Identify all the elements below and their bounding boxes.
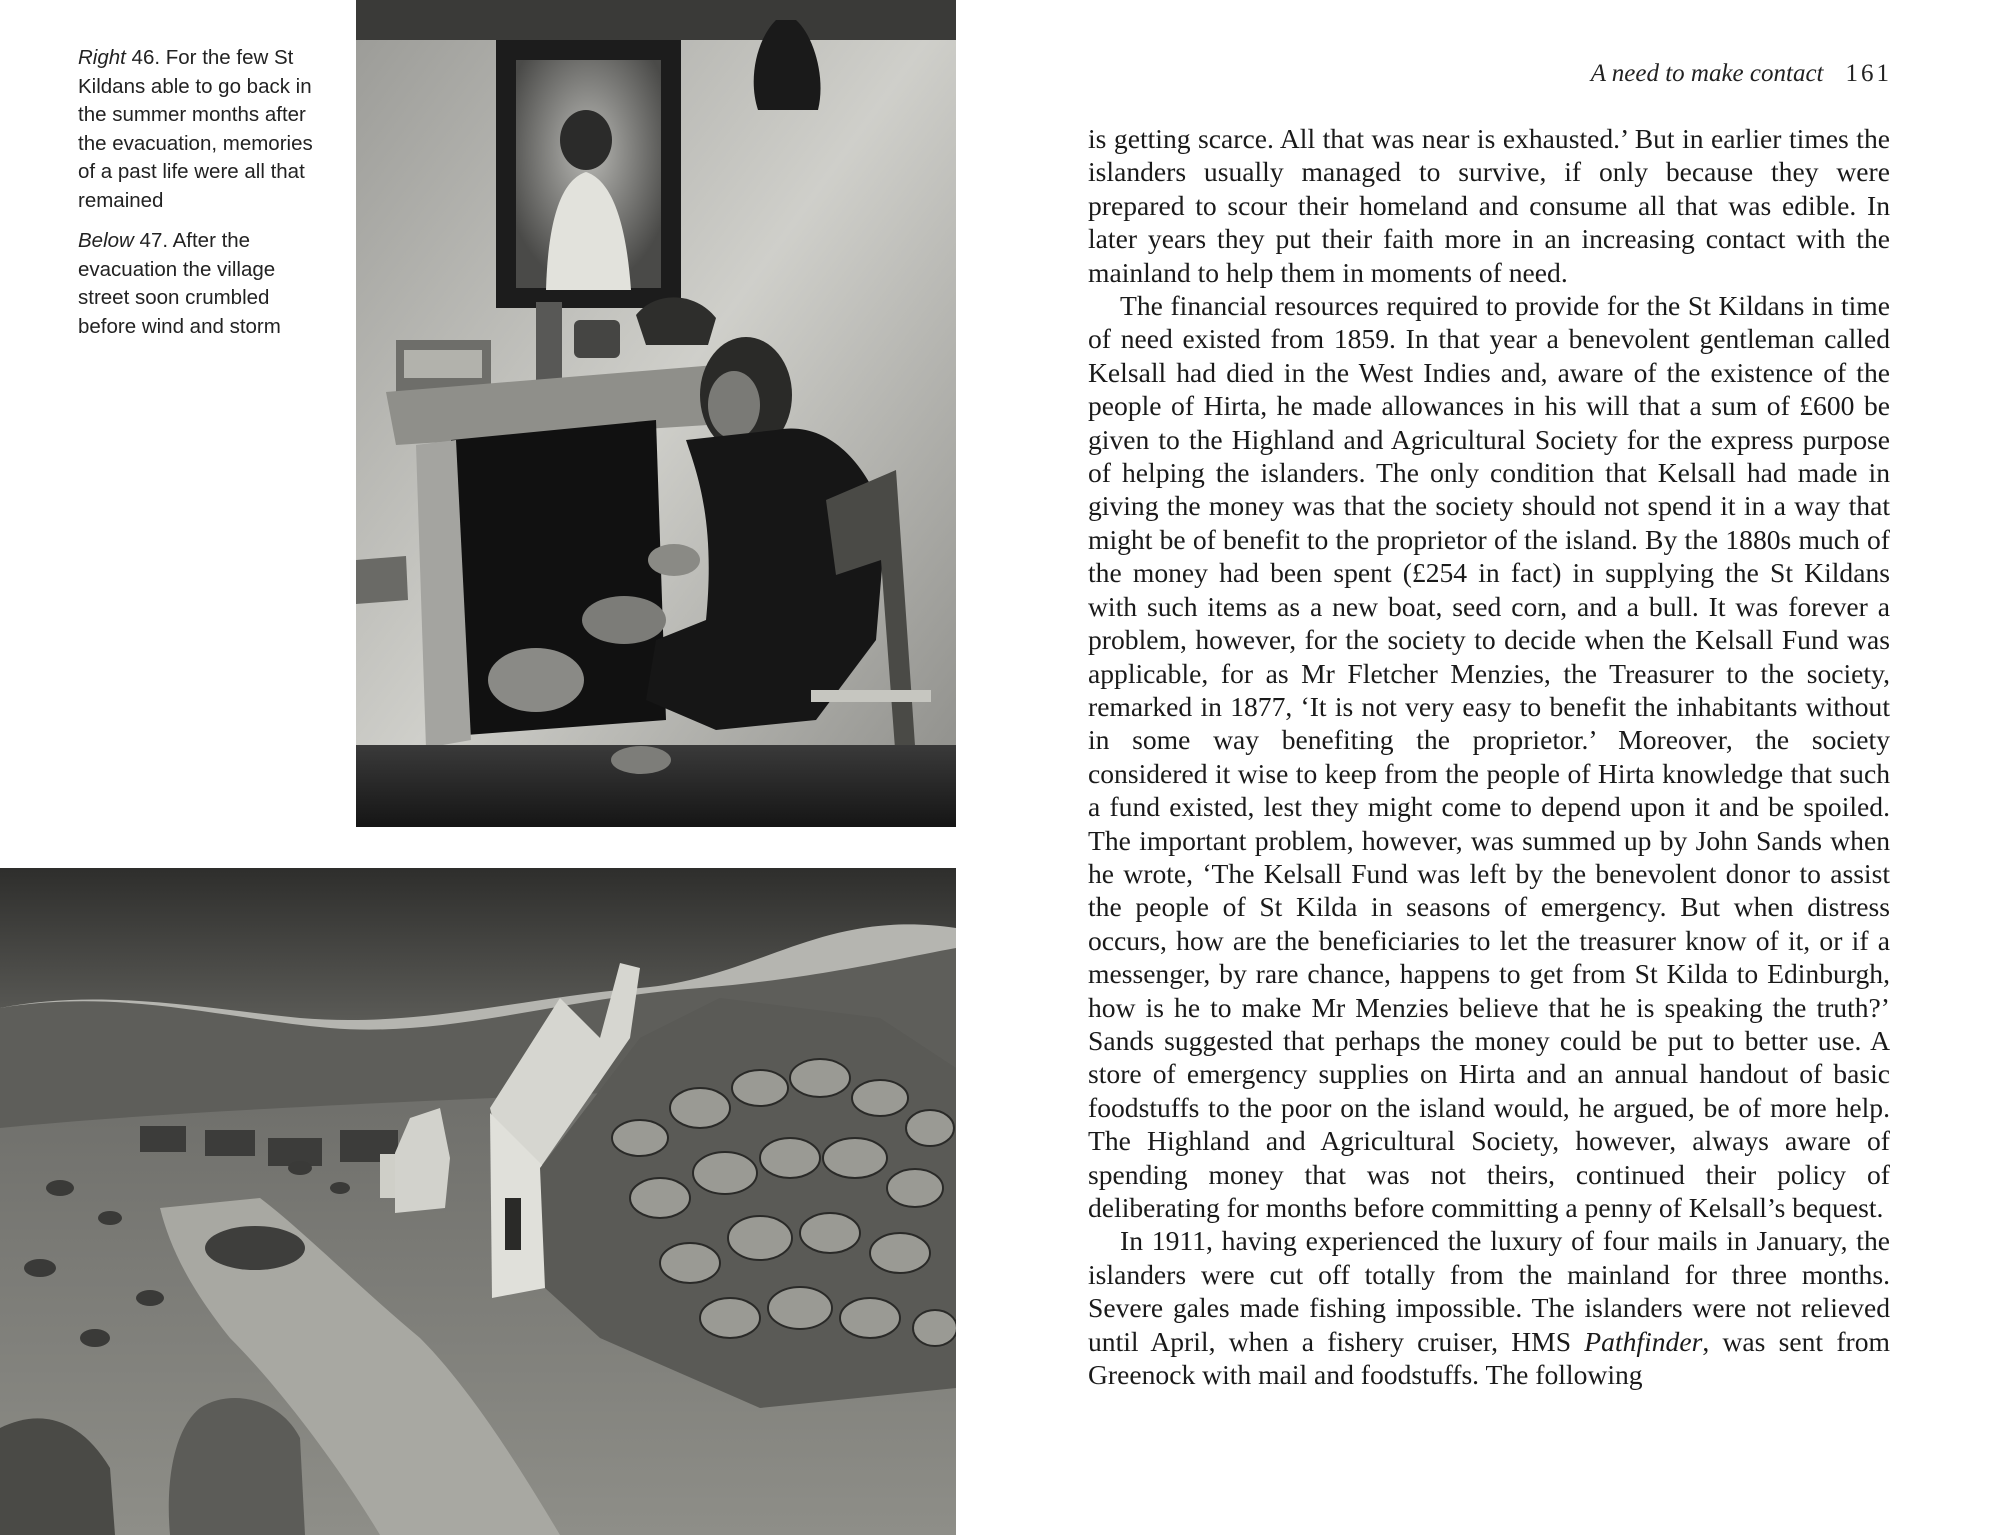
- plate-captions: [78, 44, 318, 353]
- caption-text-47: 47. After the evacuation the village street soon crumbled before wind and storm: [78, 229, 281, 338]
- paragraph-1911-end: , was sent from Greenock with mail and foodstuffs. The following: [1088, 1325, 1890, 1391]
- village-scene: [0, 868, 956, 1535]
- photo-interior-fireplace: [356, 0, 956, 827]
- caption-plate-47: [78, 227, 318, 341]
- paragraph-1911: [1088, 1224, 1890, 1391]
- body-text: [1088, 122, 1890, 1391]
- chapter-title: A need to make contact: [1590, 60, 1824, 87]
- paragraph-kelsall-fund: The financial resources required to provide for the St Kildans in time of need existed from 1859. In that year a benevolent gentleman called Kelsall had died in the West Indies and, aware of the existence of the people of Hirta, he made allowances in his will that a sum of £600 be given to the Highland and Agricultural Society for the express purpose of helping the islanders. The only condition that Kelsall had made in giving the money was that the society should not spend it in a way that might be of benefit to the proprietor of the island. By the 1880s much of the money had been spent (£254 in fact) in supplying the St Kildans with such items as a new boat, seed corn, and a bull. It was forever a problem, however, for the society to decide when the Kelsall Fund was applicable, for as Mr Fletcher Menzies, the Treasurer to the society, remarked in 1877, ‘It is not very easy to benefit the inhabitants without in some way benefiting the proprietor.’ Moreover, the society considered it wise to keep from the people of Hirta knowledge that such a fund existed, lest they might come to depend upon it and be spoiled. The important problem, however, was summed up by John Sands when he wrote, ‘The Kelsall Fund was left by the benevolent donor to assist the people of St Kilda in seasons of emergency. But when distress occurs, how are the beneficiaries to let the treasurer know of it, or if a messenger, by rare chance, happens to get from St Kilda to Edinburgh, how is he to make Mr Menzies believe that he is speaking the truth?’ Sands suggested that perhaps the money could be put to better use. A store of emergency supplies on Hirta and an annual handout of basic foodstuffs to the poor on the island would, he argued, be of more help. The Highland and Agricultural Society, however, always aware of spending money that was not theirs, continued their policy of deliberating for months before committing a penny of Kelsall’s bequest.: [1088, 290, 1890, 1223]
- paragraph-continued: is getting scarce. All that was near is exhausted.’ But in earlier times the islanders usually managed to survive, if only because they were prepared to scour their homeland and consume all that was edible. In later years they put their faith more in an increasing contact with the mainland to help them in moments of need.: [1088, 123, 1890, 288]
- caption-plate-46: [78, 44, 318, 215]
- paragraph-1911-text: In 1911, having experienced the luxury of four mails in January, the islanders were cut off totally from the mainland for three months. Severe gales made fishing impossible. The islanders were not relieved until April, when a fishery cruiser, HMS: [1088, 1225, 1890, 1357]
- running-head: [1080, 60, 1892, 88]
- caption-lead-right: Right: [78, 46, 126, 69]
- ship-name: Pathfinder: [1584, 1325, 1703, 1357]
- photo-village-street: [0, 868, 956, 1535]
- interior-scene: [356, 0, 956, 827]
- caption-lead-below: Below: [78, 229, 134, 252]
- caption-text-46: 46. For the few St Kildans able to go back in the summer months after the evacuation, memories of a past life were all that remained: [78, 46, 313, 212]
- page-number: 161: [1845, 60, 1892, 87]
